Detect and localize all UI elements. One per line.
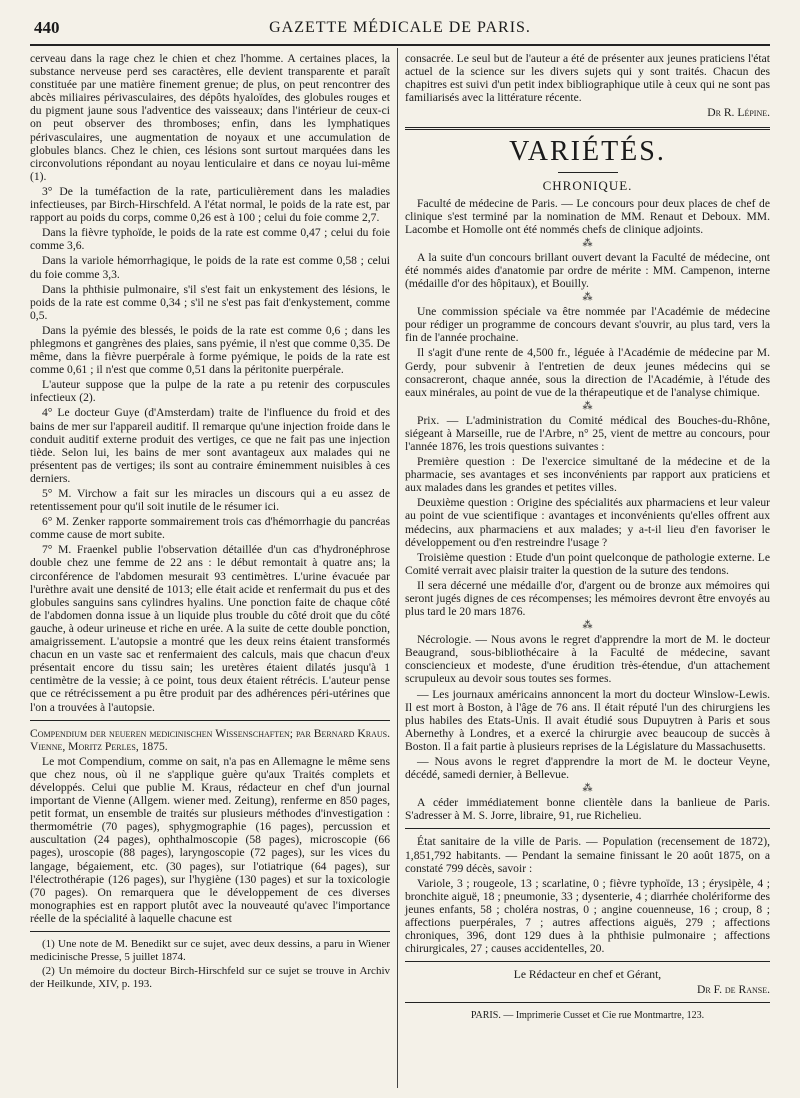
paragraph-auteur: L'auteur suppose que la pulpe de la rate a pu retenir des corpuscules infectieux (2). (30, 378, 390, 405)
paragraph-virchow: 5° M. Virchow a fait sur les miracles un discours qui a eu assez de retentissement pour qu'il soit inutile de le résumer ici. (30, 487, 390, 514)
news-concours: A la suite d'un concours brillant ouvert devant la Faculté de médecine, ont été nommés aides d'anatomie par ordre de mérite : MM. Campenon, interne (médaille d'or des hôpitaux), et Bouilly. (405, 250, 770, 291)
chronique-heading: CHRONIQUE. (542, 178, 633, 194)
paragraph-guye: 4° Le docteur Guye (d'Amsterdam) traite de l'influence du froid et des bains de mer sur l'appareil auditif. Il remarque qu'une injection froide dans le conduit auditif externe produit des vertiges, ce que ne fait pas une injection tiède. Selon lui, les bains de mer sont avantageux aux malades qui ne présentent pas de vertiges; ils sont au contraire éminemment nuisibles à ces derniers. (30, 406, 390, 485)
news-faculte: Faculté de médecine de Paris. — Le concours pour deux places de chef de clinique s'est terminé par la nomination de MM. Renaut et Deboux. MM. Lacombe et Homolle ont été nommés chefs de clinique adjoints. (405, 196, 770, 236)
compendium-title: Compendium der neueren medicinischen Wissenschaften; par Bernard Kraus. Vienne, Moritz Perles, 1875. (30, 726, 390, 753)
question-3: Troisième question : Etude d'un point quelconque de pathologie externe. Le Comité verrait avec plaisir traiter la question de la suture des tendons. (405, 550, 770, 577)
news-ceder: A céder immédiatement bonne clientèle dans la banlieue de Paris. S'adresser à M. S. Jorre, libraire, 91, rue Richelieu. (405, 796, 770, 823)
paragraph-rate: 3° De la tuméfaction de la rate, particulièrement dans les maladies infectieuses, par Birch-Hirschfeld. A l'état normal, le poids de la rate est, par rapport au poids du corps, comme 0,26 est à 100 ; celui du foie comme 2,7. (30, 184, 390, 225)
news-rente: Il s'agit d'une rente de 4,500 fr., léguée à l'Académie de médecine par M. Gerdy, pour subvenir à l'entretien de deux jeunes médecins qui se consacreront, chaque année, sous la direction de l'Académie, à l'étude des eaux minérales, au point de vue de la thérapeutique et de l'analyse chimique. (405, 346, 770, 399)
right-column (405, 52, 770, 1023)
paragraph-phthisie: Dans la phthisie pulmonaire, s'il s'est fait un enkystement des lésions, le poids de la rate est comme 0,34 ; s'il ne s'est pas fait d'enkystement, comme 0,5. (30, 282, 390, 322)
left-column (30, 52, 390, 992)
asterism-3: ⁂ (582, 400, 593, 412)
paragraph-zenker: 6° M. Zenker rapporte sommairement trois cas d'hémorrhagie du pancréas comme cause de mort subite. (30, 515, 390, 542)
varietes-heading: VARIÉTÉS. (509, 136, 666, 168)
closing-rule (405, 961, 770, 962)
question-2: Deuxième question : Origine des spécialités aux pharmaciens et leur valeur au point de vue scientifique : avantages et inconvénients qu'elles offrent aux médecins, aux pharmaciens et aux malades; y a-t-il lieu d'en favoriser le développement ou d'en restreindre l'usage ? (405, 496, 770, 549)
page-number: 440 (34, 18, 60, 37)
news-veyne: — Nous avons le regret d'apprendre la mort de M. le docteur Veyne, décédé, samedi dernier, à Bellevue. (405, 755, 770, 782)
paragraph-typhoide: Dans la fièvre typhoïde, le poids de la rate est comme 0,47 ; celui du foie comme 3,6. (30, 226, 390, 253)
news-necrologie: Nécrologie. — Nous avons le regret d'apprendre la mort de M. le docteur Beaugrand, sous-bibliothécaire à la Faculté de médecine, savant consciencieux et modeste, d'une érudition très-étendue, d'un attachement scrupuleux au devoir sous toutes ses formes. (405, 633, 770, 686)
imprint-rule (405, 1002, 770, 1003)
asterism-5: ⁂ (582, 783, 593, 795)
paragraph-fraenkel: 7° M. Fraenkel publie l'observation détaillée d'un cas d'hydronéphrose double chez une femme de 22 ans : le début remontait à quatre ans; la circonférence de l'abdomen mesurait 93 centimètres. L'urine évacuée par l'urèthre avait une densité de 1013; elle était acide et renfermait du pus et des globules sanguins sans cylindres hyalins. Une ponction faite de chaque côté de l'abdomen donna issue à un liquide plus trouble du côté droit que du côté gauche, à odeur urineuse et riche en urée. A la suite de cette double ponction, amaigrissement. L'autopsie a montré que les deux reins étaient transformés chacun en un vaste sac et renfermaient des calculs, mais que chacun d'eux présentait encore du tissu sain; les uretères étaient dilatés jusqu'à 1 centimètre de la vessie; à ce point, tous deux étaient rétrécis. L'auteur pense que ce rétrécissement a pu être produit par des adhérences péri-utérines que l'on a trouvées à l'autopsie. (30, 543, 390, 714)
redacteur-line: Le Rédacteur en chef et Gérant, (513, 968, 662, 982)
page-header (30, 10, 770, 46)
journal-title: GAZETTE MÉDICALE DE PARIS. (269, 19, 531, 36)
news-medaille: Il sera décerné une médaille d'or, d'argent ou de bronze aux mémoires qui seront jugés dignes de ces récompenses; les mémoires devront être envoyés au plus tard le 20 mars 1876. (405, 578, 770, 619)
paragraph-consacree: consacrée. Le seul but de l'auteur a été de présenter aux jeunes praticiens l'état actuel de la science sur les divers sujets qui y sont traités. Chacun des chapitres est suivi d'un petit index bibliographique utile à ceux qui ne sont pas familiarisés avec la littérature récente. (405, 52, 770, 105)
section-rule (30, 720, 390, 721)
asterism-2: ⁂ (582, 292, 593, 304)
column-divider (397, 48, 398, 1088)
signature-lepine: Dr R. Lépine. (707, 106, 770, 120)
asterism-1: ⁂ (582, 237, 593, 249)
signature-ranse: Dr F. de Ranse. (696, 983, 770, 997)
news-commission: Une commission spéciale va être nommée par l'Académie de médecine pour rédiger un programme de concours devant s'ouvrir, au plus tard, vers la fin de l'année prochaine. (405, 305, 770, 345)
news-winslow: — Les journaux américains annoncent la mort du docteur Winslow-Lewis. Il est mort à Boston, à l'âge de 76 ans. Il était réputé l'un des chirurgiens les plus habiles des Etats-Unis. Il avait étudié sous Dupuytren à Paris et sous Abernethy à Londres, et a exercé la chirurgie avec beaucoup de succès à Boston. Il a fait partie à plusieurs reprises de la Législature du Massachusetts. (405, 687, 770, 753)
asterism-4: ⁂ (582, 620, 593, 632)
question-1: Première question : De l'exercice simultané de la médecine et de la pharmacie, ses avantages et ses inconvénients par rapport aux praticiens et aux malades dans les grandes et petites villes. (405, 455, 770, 495)
footnote-2: (2) Un mémoire du docteur Birch-Hirschfeld sur ce sujet se trouve in Archiv der Heilkunde, XIV, p. 193. (30, 965, 390, 990)
deces-list: Variole, 3 ; rougeole, 13 ; scarlatine, 0 ; fièvre typhoïde, 13 ; érysipèle, 4 ; bronchite aiguë, 18 ; pneumonie, 33 ; dysenterie, 4 ; diarrhée cholériforme des jeunes enfants, 58 ; choléra nostras, 0 ; angine couenneuse, 16 ; croup, 8 ; affections puerpérales, 7 ; autres affections aiguës, 279 ; affections chroniques, 396, dont 129 dues à la phthisie pulmonaire ; affections chirurgicales, 27 ; causes accidentelles, 20. (405, 876, 770, 956)
footnote-rule (30, 931, 390, 932)
printer-imprint: PARIS. — Imprimerie Cusset et Cie rue Montmartre, 123. (470, 1010, 705, 1022)
paragraph-compendium: Le mot Compendium, comme on sait, n'a pas en Allemagne le même sens que chez nous, où il ne s'applique guère qu'aux Traités complets et développés. Celui que publie M. Kraus, rédacteur en chef d'un journal important de Vienne (Allgem. wiener med. Zeitung), renferme en 850 pages, petit format, un ensemble de traités sur plusieurs méthodes d'investigation : thermométrie (70 pages), sphygmographie (16 pages), percussion et auscultation (24 pages), ophthalmoscopie (58 pages), microscopie (66 pages), uroscopie (88 pages), laryngoscopie (72 pages), sur les vices du langage, bégaiement, etc. (30 pages), sur l'otiatrique (64 pages), sur l'électrothérapie (126 pages), sur l'hygiène (130 pages) et sur la toxicologie (70 pages). On remarquera que le développement de ces diverses monographies est en rapport plutôt avec la nouveauté qu'avec l'importance réelle de la spécialité à laquelle chacune est (30, 754, 390, 925)
news-prix: Prix. — L'administration du Comité médical des Bouches-du-Rhône, siégeant à Marseille, rue de l'Arbre, n° 25, vient de mettre au concours, pour l'année 1876, les trois questions suivantes : (405, 413, 770, 453)
varietes-rule (405, 127, 770, 130)
paragraph-variole: Dans la variole hémorrhagique, le poids de la rate est comme 0,58 ; celui du foie comme 3,3. (30, 254, 390, 281)
paragraph-pyemie: Dans la pyémie des blessés, le poids de la rate est comme 0,6 ; dans les phlegmons et gangrènes des plaies, sans pyémie, il n'est que comme 0,35. De même, dans la fièvre puerpérale à forme pyémique, le poids de la rate est comme 0,61 ; il n'est que comme 0,51 dans la péritonite puerpérale. (30, 323, 390, 377)
paragraph-rage: cerveau dans la rage chez le chien et chez l'homme. A certaines places, la substance nerveuse perd ses caractères, elle devient transparente et paraît constituée par une matière finement grenue; de plus, on peut rencontrer des abcès miliaires périvasculaires, des dépôts hyaloïdes, des globules rouges et du pigment jaune sous l'adventice des vaisseaux; dans l'intérieur de ceux-ci on peut observer des thromboses; enfin, dans les lymphatiques périvasculaires, une augmentation de noyaux et une accumulation de globules blancs. Chez le chien, ces lésions sont surtout marquées dans les circonvolutions répondant au noyau lenticulaire et dans ce noyau lui-même (1). (30, 52, 390, 183)
etat-rule (405, 828, 770, 829)
footnote-1: (1) Une note de M. Benedikt sur ce sujet, avec deux dessins, a paru in Wiener medicinische Presse, 5 juillet 1874. (30, 938, 390, 963)
news-etat-sanitaire: État sanitaire de la ville de Paris. — Population (recensement de 1872), 1,851,792 habitants. — Pendant la semaine finissant le 20 août 1875, on a constaté 799 décès, savoir : (405, 835, 770, 875)
heading-rule (558, 172, 618, 173)
